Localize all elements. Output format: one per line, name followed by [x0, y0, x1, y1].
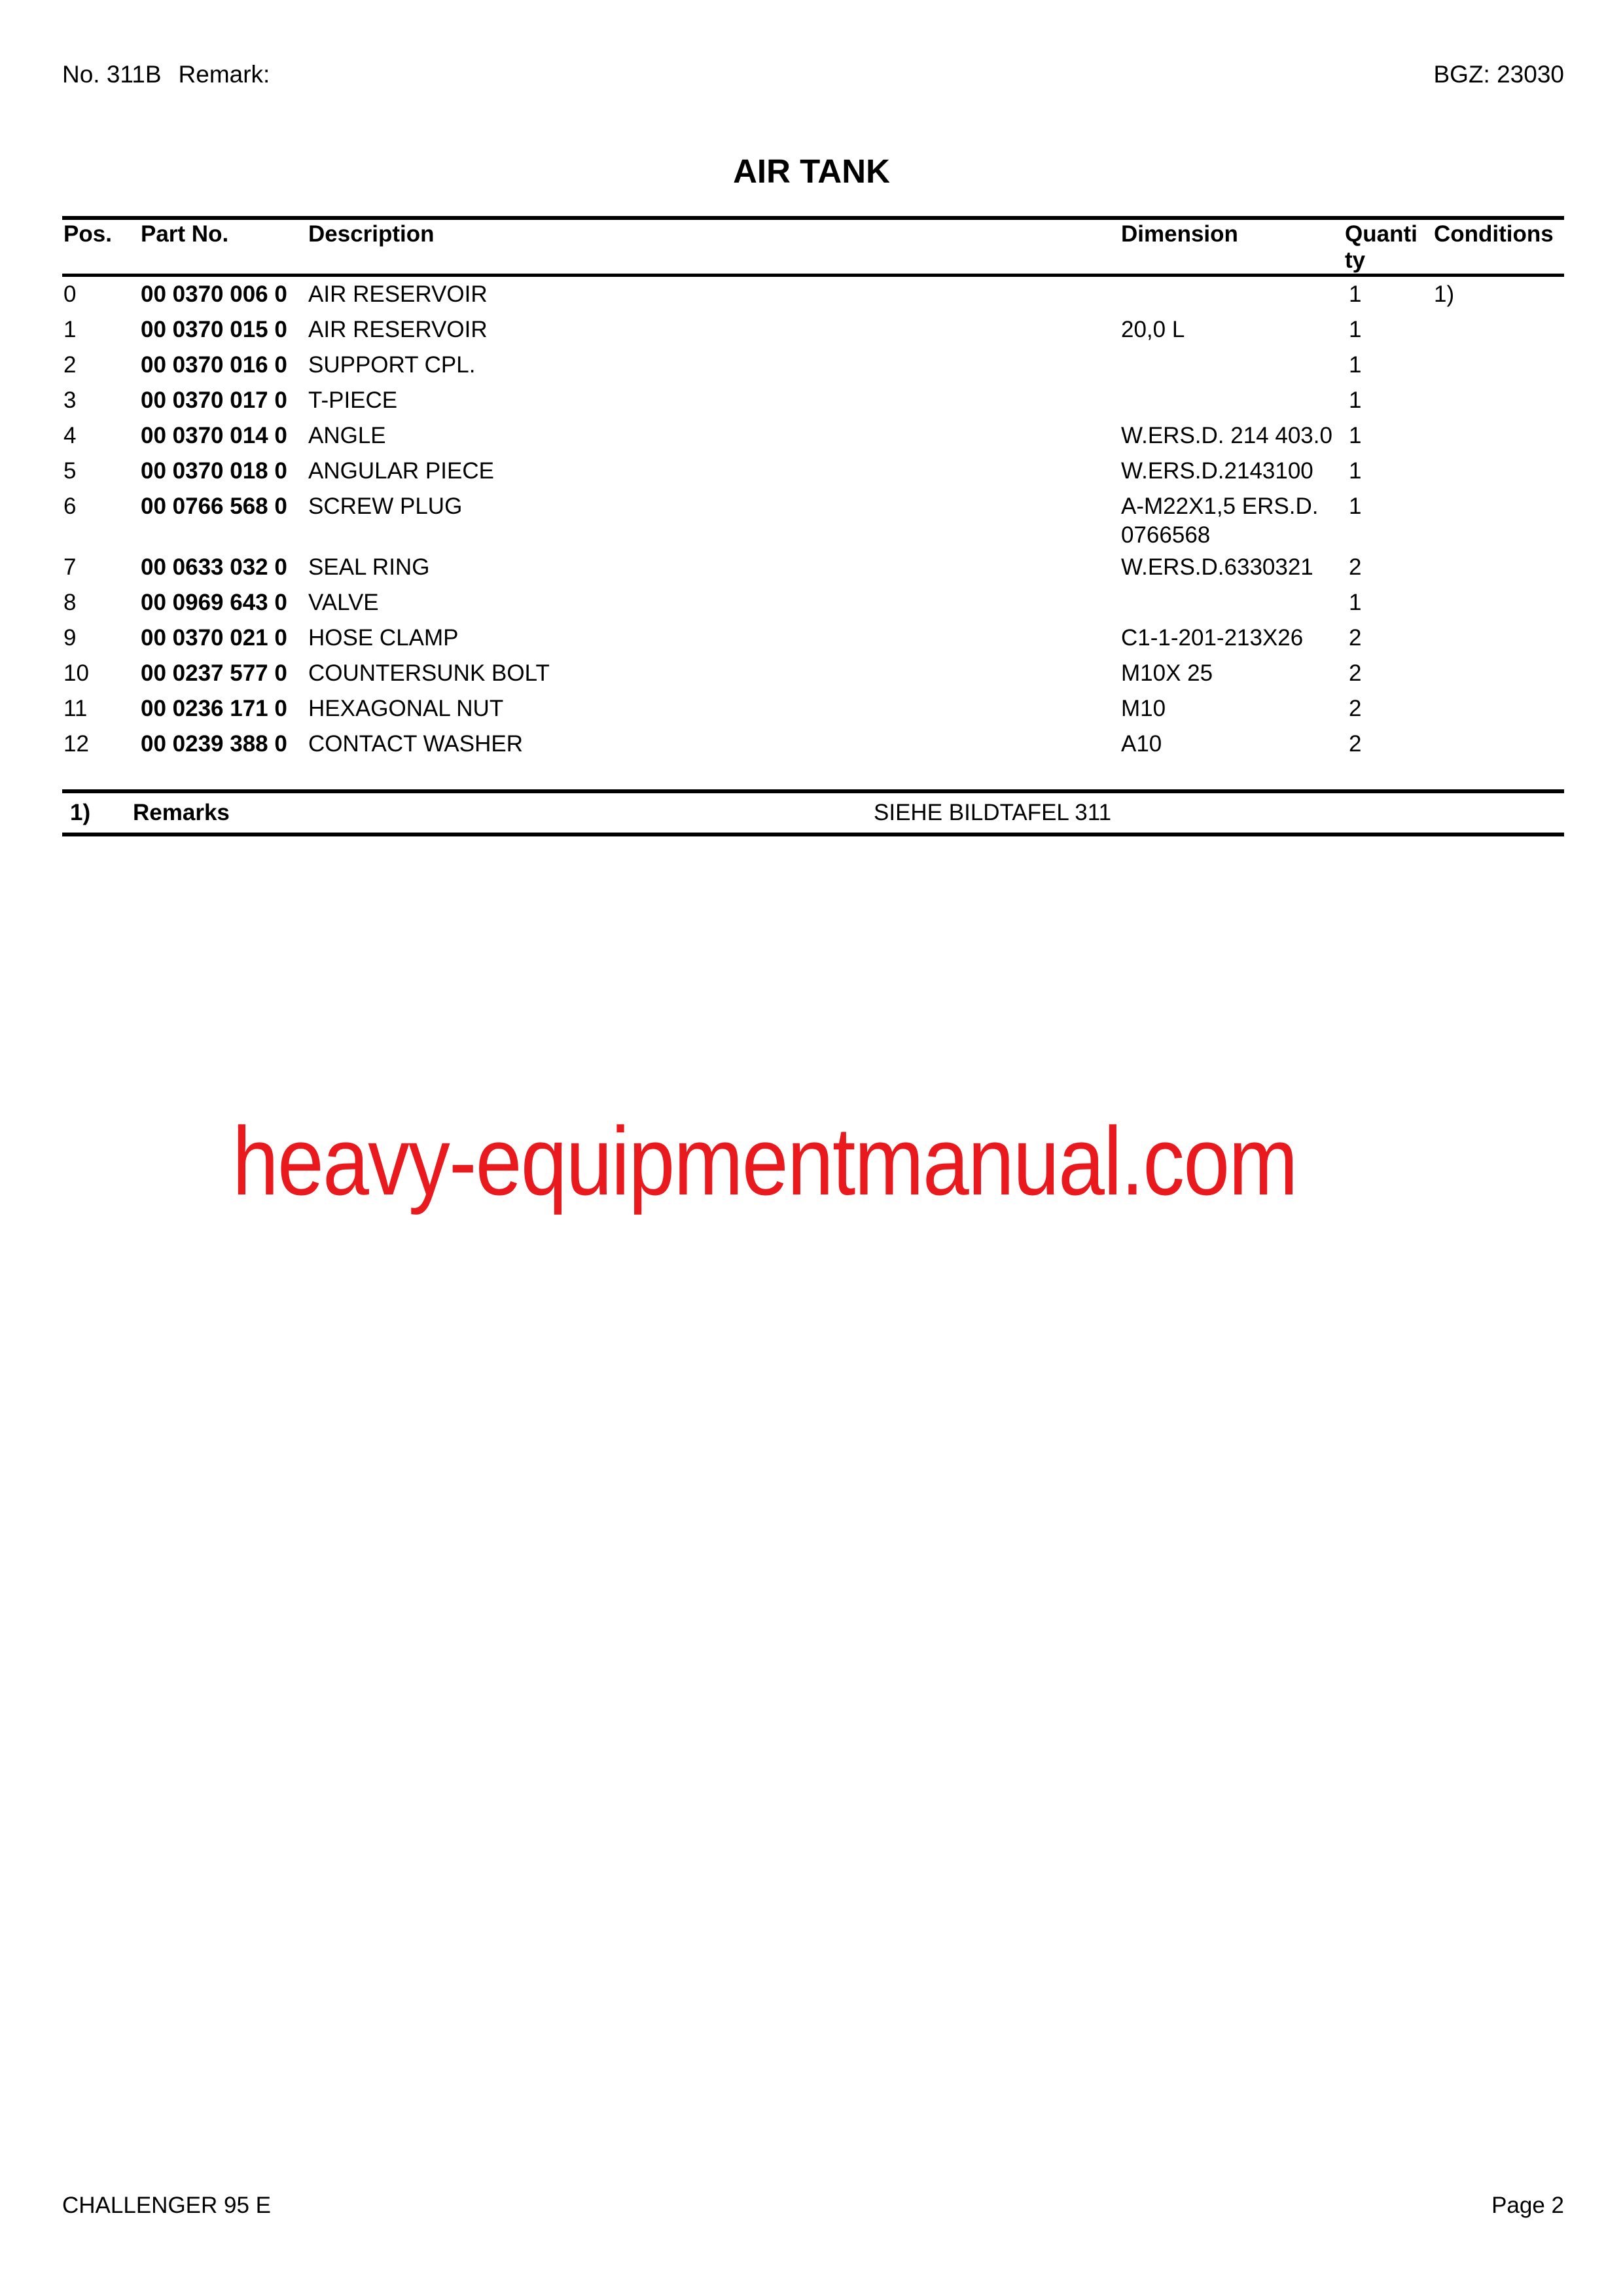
- row-dimension: [1121, 588, 1337, 620]
- row-description: SCREW PLUG: [308, 493, 463, 519]
- row-conditions: [1434, 659, 1564, 691]
- table-row: [62, 418, 1564, 454]
- remarks-row: [62, 793, 1564, 833]
- row-pos: 1: [63, 317, 77, 342]
- table-row: [62, 348, 1564, 383]
- row-description: HOSE CLAMP: [308, 625, 459, 651]
- row-part-no: 00 0370 015 0: [141, 317, 287, 342]
- remarks-label: Remarks: [133, 800, 230, 825]
- row-dimension: 20,0 L: [1121, 317, 1185, 342]
- row-part-no: 00 0370 014 0: [141, 423, 287, 448]
- row-conditions: [1434, 492, 1564, 550]
- row-part-no: 00 0237 577 0: [141, 660, 287, 686]
- row-description: AIR RESERVOIR: [308, 317, 488, 342]
- row-conditions: [1434, 624, 1564, 656]
- table-row: [62, 691, 1564, 726]
- col-header-description: Description: [308, 221, 435, 247]
- row-quantity: 1: [1349, 458, 1362, 484]
- row-description: T-PIECE: [308, 387, 398, 413]
- row-conditions: [1434, 730, 1564, 762]
- col-header-pos: Pos.: [63, 221, 112, 247]
- page-title: AIR TANK: [733, 152, 890, 190]
- remarks-rule-bottom: [62, 833, 1564, 836]
- row-pos: 4: [63, 423, 77, 448]
- remarks-text: SIEHE BILDTAFEL 311: [874, 800, 1112, 825]
- row-quantity: 1: [1349, 281, 1362, 307]
- row-quantity: 2: [1349, 625, 1362, 651]
- remark-label: Remark:: [178, 61, 270, 88]
- row-pos: 7: [63, 554, 77, 580]
- row-dimension: W.ERS.D.6330321: [1121, 554, 1313, 580]
- footer-page-number: Page 2: [1491, 2193, 1564, 2218]
- row-quantity: 1: [1349, 423, 1362, 448]
- row-description: ANGULAR PIECE: [308, 458, 494, 484]
- row-dimension: [1121, 351, 1337, 383]
- row-pos: 9: [63, 625, 77, 651]
- row-description: SEAL RING: [308, 554, 430, 580]
- table-row: [62, 585, 1564, 620]
- row-quantity: 1: [1349, 493, 1362, 519]
- row-conditions: [1434, 351, 1564, 383]
- row-part-no: 00 0969 643 0: [141, 590, 287, 615]
- row-part-no: 00 0370 018 0: [141, 458, 287, 484]
- col-header-part-no: Part No.: [141, 221, 229, 247]
- col-header-conditions: Conditions: [1434, 221, 1554, 247]
- watermark: heavy-equipmentmanual.com: [232, 1107, 1297, 1215]
- row-quantity: 1: [1349, 317, 1362, 342]
- row-quantity: 1: [1349, 387, 1362, 413]
- row-conditions: [1434, 422, 1564, 454]
- row-dimension: [1121, 386, 1337, 418]
- table-row: [62, 620, 1564, 656]
- row-conditions: [1434, 315, 1564, 348]
- table-row: [62, 454, 1564, 489]
- row-pos: 5: [63, 458, 77, 484]
- row-description: AIR RESERVOIR: [308, 281, 488, 307]
- table-body: [62, 277, 1564, 762]
- col-header-quantity: Quantity: [1345, 221, 1418, 273]
- row-description: CONTACT WASHER: [308, 731, 523, 757]
- parts-table: [62, 216, 1564, 836]
- table-row: [62, 312, 1564, 348]
- footer-model: CHALLENGER 95 E: [62, 2193, 272, 2218]
- remarks-ref: 1): [70, 800, 91, 825]
- row-dimension: C1-1-201-213X26: [1121, 625, 1304, 651]
- row-quantity: 1: [1349, 352, 1362, 378]
- row-pos: 0: [63, 281, 77, 307]
- table-row: [62, 489, 1564, 550]
- row-pos: 6: [63, 493, 77, 519]
- row-part-no: 00 0370 017 0: [141, 387, 287, 413]
- row-dimension: [1121, 280, 1337, 312]
- row-description: ANGLE: [308, 423, 386, 448]
- row-part-no: 00 0236 171 0: [141, 696, 287, 721]
- row-pos: 10: [63, 660, 89, 686]
- row-part-no: 00 0766 568 0: [141, 493, 287, 519]
- row-conditions: [1434, 457, 1564, 489]
- row-dimension: A10: [1121, 731, 1162, 757]
- row-description: VALVE: [308, 590, 379, 615]
- page-footer: [62, 2191, 1564, 2220]
- row-quantity: 2: [1349, 554, 1362, 580]
- row-conditions: 1): [1434, 281, 1455, 307]
- row-part-no: 00 0370 021 0: [141, 625, 287, 651]
- row-pos: 8: [63, 590, 77, 615]
- row-dimension: M10: [1121, 696, 1166, 721]
- row-pos: 3: [63, 387, 77, 413]
- row-conditions: [1434, 386, 1564, 418]
- row-pos: 2: [63, 352, 77, 378]
- doc-number: No. 311B: [62, 61, 162, 88]
- table-row: [62, 656, 1564, 691]
- row-pos: 12: [63, 731, 89, 757]
- row-part-no: 00 0239 388 0: [141, 731, 287, 757]
- row-part-no: 00 0633 032 0: [141, 554, 287, 580]
- row-quantity: 1: [1349, 590, 1362, 615]
- row-conditions: [1434, 553, 1564, 585]
- row-conditions: [1434, 588, 1564, 620]
- row-conditions: [1434, 694, 1564, 726]
- row-pos: 11: [63, 696, 88, 721]
- table-row: [62, 383, 1564, 418]
- row-description: SUPPORT CPL.: [308, 352, 476, 378]
- table-row: [62, 550, 1564, 585]
- row-part-no: 00 0370 016 0: [141, 352, 287, 378]
- row-dimension: A-M22X1,5 ERS.D. 0766568: [1121, 493, 1319, 548]
- row-part-no: 00 0370 006 0: [141, 281, 287, 307]
- table-header-row: [62, 220, 1564, 274]
- page-header: [62, 62, 1564, 88]
- table-row: [62, 277, 1564, 312]
- bgz-number: BGZ: 23030: [1433, 61, 1564, 88]
- row-quantity: 2: [1349, 731, 1362, 757]
- row-quantity: 2: [1349, 696, 1362, 721]
- row-dimension: M10X 25: [1121, 660, 1213, 686]
- table-row: [62, 726, 1564, 762]
- row-description: HEXAGONAL NUT: [308, 696, 504, 721]
- row-description: COUNTERSUNK BOLT: [308, 660, 550, 686]
- row-dimension: W.ERS.D.2143100: [1121, 458, 1313, 484]
- col-header-dimension: Dimension: [1121, 221, 1238, 247]
- row-dimension: W.ERS.D. 214 403.0: [1121, 423, 1332, 448]
- row-quantity: 2: [1349, 660, 1362, 686]
